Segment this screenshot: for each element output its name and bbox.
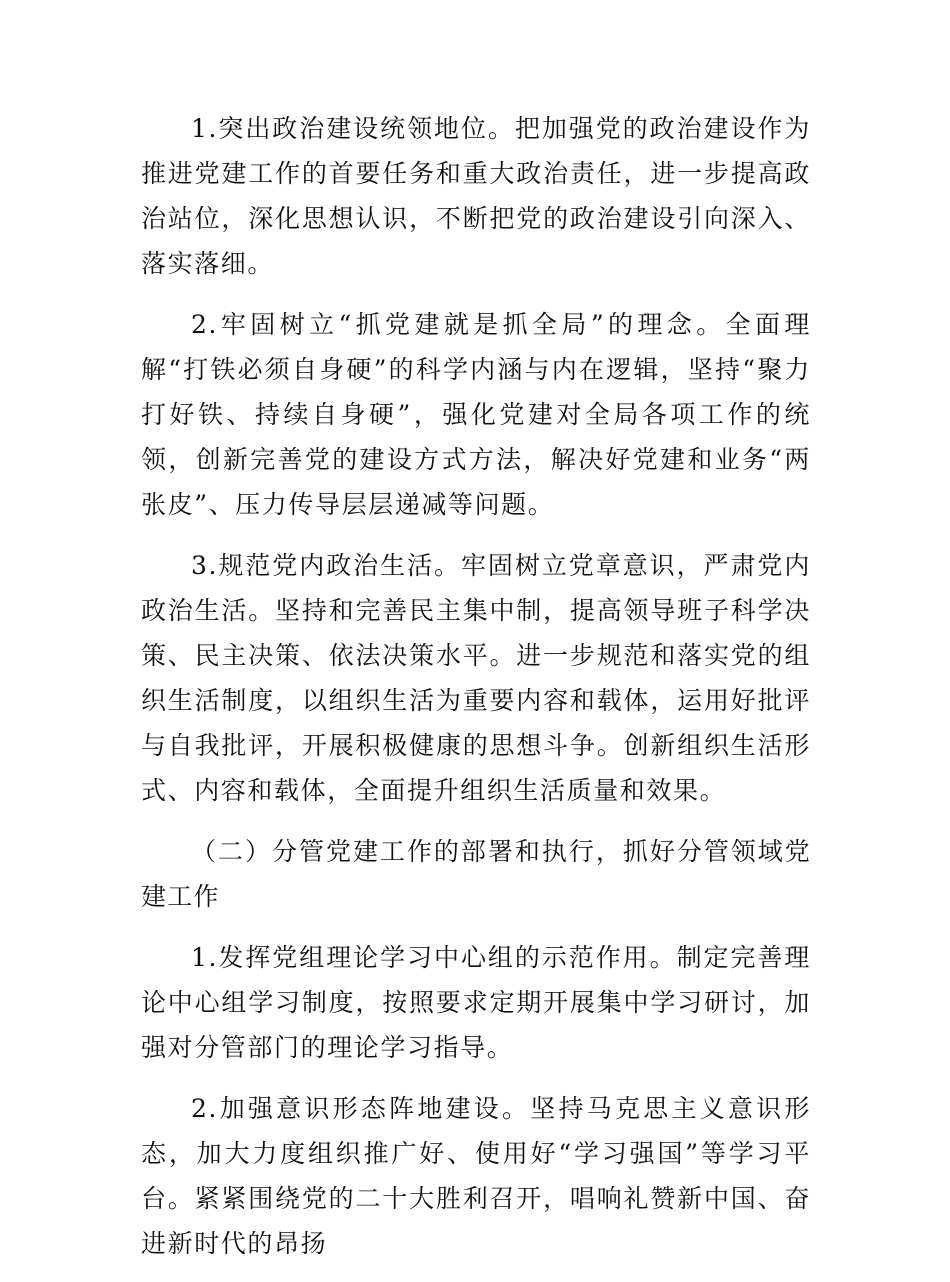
paragraph-2: 2.牢固树立“抓党建就是抓全局”的理念。全面理解“打铁必须自身硬”的科学内涵与内在逻辑，坚持“聚力打好铁、持续自身硬”，强化党建对全局各项工作的统领，创新完善党的建设方式方法，解决好党建和业务“两张皮”、压力传导层层递减等问题。	[141, 310, 811, 519]
paragraph-5: 2.加强意识形态阵地建设。坚持马克思主义意识形态，加大力度组织推广好、使用好“学习强国”等学习平台。紧紧围绕党的二十大胜利召开，唱响礼赞新中国、奋进新时代的昂扬	[141, 1094, 811, 1258]
paragraph-3: 3.规范党内政治生活。牢固树立党章意识，严肃党内政治生活。坚持和完善民主集中制，提高领导班子科学决策、民主决策、依法决策水平。进一步规范和落实党的组织生活制度，以组织生活为重要内容和载体，运用好批评与自我批评，开展积极健康的思想斗争。创新组织生活形式、内容和载体，全面提升组织生活质量和效果。	[141, 551, 811, 805]
section-heading: （二）分管党建工作的部署和执行，抓好分管领域党建工作	[141, 837, 811, 911]
document-body	[141, 106, 811, 1282]
paragraph-1: 1.突出政治建设统领地位。把加强党的政治建设作为推进党建工作的首要任务和重大政治责任，进一步提高政治站位，深化思想认识，不断把党的政治建设引向深入、落实落细。	[141, 114, 811, 278]
paragraph-4: 1.发挥党组理论学习中心组的示范作用。制定完善理论中心组学习制度，按照要求定期开展集中学习研讨，加强对分管部门的理论学习指导。	[141, 943, 811, 1062]
